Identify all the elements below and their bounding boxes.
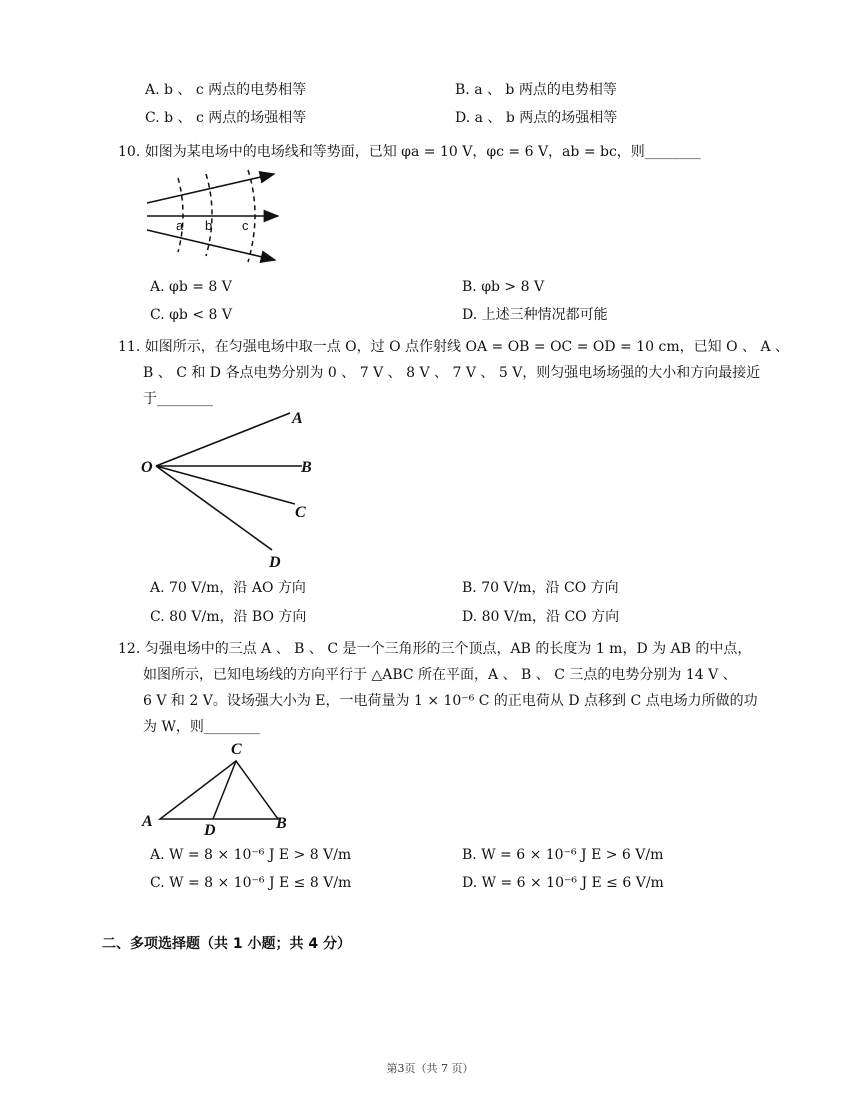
q10-option-d: D. 上述三种情况都可能 [462, 307, 608, 323]
q10-stem: 10. 如图为某电场中的电场线和等势面，已知 φa = 10 V，φc = 6 V，ab = bc，则________ [118, 144, 701, 160]
q11-rays-figure [138, 405, 328, 573]
q12-label-c: C [231, 741, 242, 758]
q12-option-b: B. W = 6 × 10⁻⁶ J E > 6 V/m [462, 847, 664, 863]
q11-ray-od [156, 466, 272, 550]
q10-option-b: B. φb > 8 V [462, 279, 545, 295]
q11-ray-oc [156, 466, 295, 504]
q11-ray-oa [156, 413, 290, 466]
q11-option-b: B. 70 V/m，沿 CO 方向 [462, 580, 619, 596]
section-2-heading: 二、多项选择题（共 1 小题；共 4 分） [102, 936, 351, 952]
q11-label-a: A [292, 410, 303, 427]
q10-option-c: C. φb < 8 V [150, 307, 232, 323]
q10-option-a: A. φb = 8 V [150, 279, 232, 295]
q11-label-d: D [269, 554, 281, 571]
q11-label-b: B [301, 459, 312, 476]
q12-triangle-figure [140, 737, 295, 837]
q12-label-b: B [276, 815, 287, 832]
q9-option-c: C. b 、 c 两点的场强相等 [145, 110, 307, 126]
q11-option-a: A. 70 V/m，沿 AO 方向 [150, 580, 306, 596]
q11-label-c: C [295, 504, 306, 521]
q10-label-c: c [242, 218, 249, 233]
q11-stem-line-3: 于________ [143, 391, 213, 407]
q11-option-d: D. 80 V/m，沿 CO 方向 [462, 609, 620, 625]
q12-stem-line-2: 如图所示，已知电场线的方向平行于 △ABC 所在平面，A 、 B 、 C 三点的电势分别为 14 V 、 [143, 667, 737, 683]
q12-label-d: D [204, 822, 216, 839]
page-footer: 第3页（共 7 页） [386, 1062, 474, 1075]
q11-label-o: O [141, 459, 153, 476]
q12-option-c: C. W = 8 × 10⁻⁶ J E ≤ 8 V/m [150, 875, 352, 891]
q9-option-d: D. a 、 b 两点的场强相等 [455, 110, 618, 126]
q12-label-a: A [142, 813, 153, 830]
q9-option-a: A. b 、 c 两点的电势相等 [145, 82, 307, 98]
q12-option-a: A. W = 8 × 10⁻⁶ J E > 8 V/m [150, 847, 352, 863]
q10-field-line-top [147, 174, 274, 203]
q11-stem-line-1: 11. 如图所示，在匀强电场中取一点 O，过 O 点作射线 OA = OB = OC = OD = 10 cm，已知 O 、 A 、 [118, 339, 790, 355]
q10-equipotential-a [178, 178, 183, 252]
q12-option-d: D. W = 6 × 10⁻⁶ J E ≤ 6 V/m [462, 875, 664, 891]
q12-stem-line-1: 12. 匀强电场中的三点 A 、 B 、 C 是一个三角形的三个顶点，AB 的长度为 1 m，D 为 AB 的中点， [118, 641, 752, 657]
q10-label-b: b [205, 218, 213, 233]
q11-option-c: C. 80 V/m，沿 BO 方向 [150, 609, 307, 625]
q12-stem-line-3: 6 V 和 2 V。设场强大小为 E，一电荷量为 1 × 10⁻⁶ C 的正电荷从 D 点移到 C 点电场力所做的功 [143, 693, 758, 709]
q10-label-a: a [176, 218, 184, 233]
q11-stem-line-2: B 、 C 和 D 各点电势分别为 0 、 7 V 、 8 V 、 7 V 、 5 V，则匀强电场场强的大小和方向最接近 [143, 365, 761, 381]
q10-field-figure [142, 168, 287, 270]
q12-triangle-abc [160, 761, 278, 819]
q9-option-b: B. a 、 b 两点的电势相等 [455, 82, 617, 98]
q12-stem-line-4: 为 W，则________ [143, 719, 260, 735]
q10-field-line-bottom [147, 230, 275, 260]
